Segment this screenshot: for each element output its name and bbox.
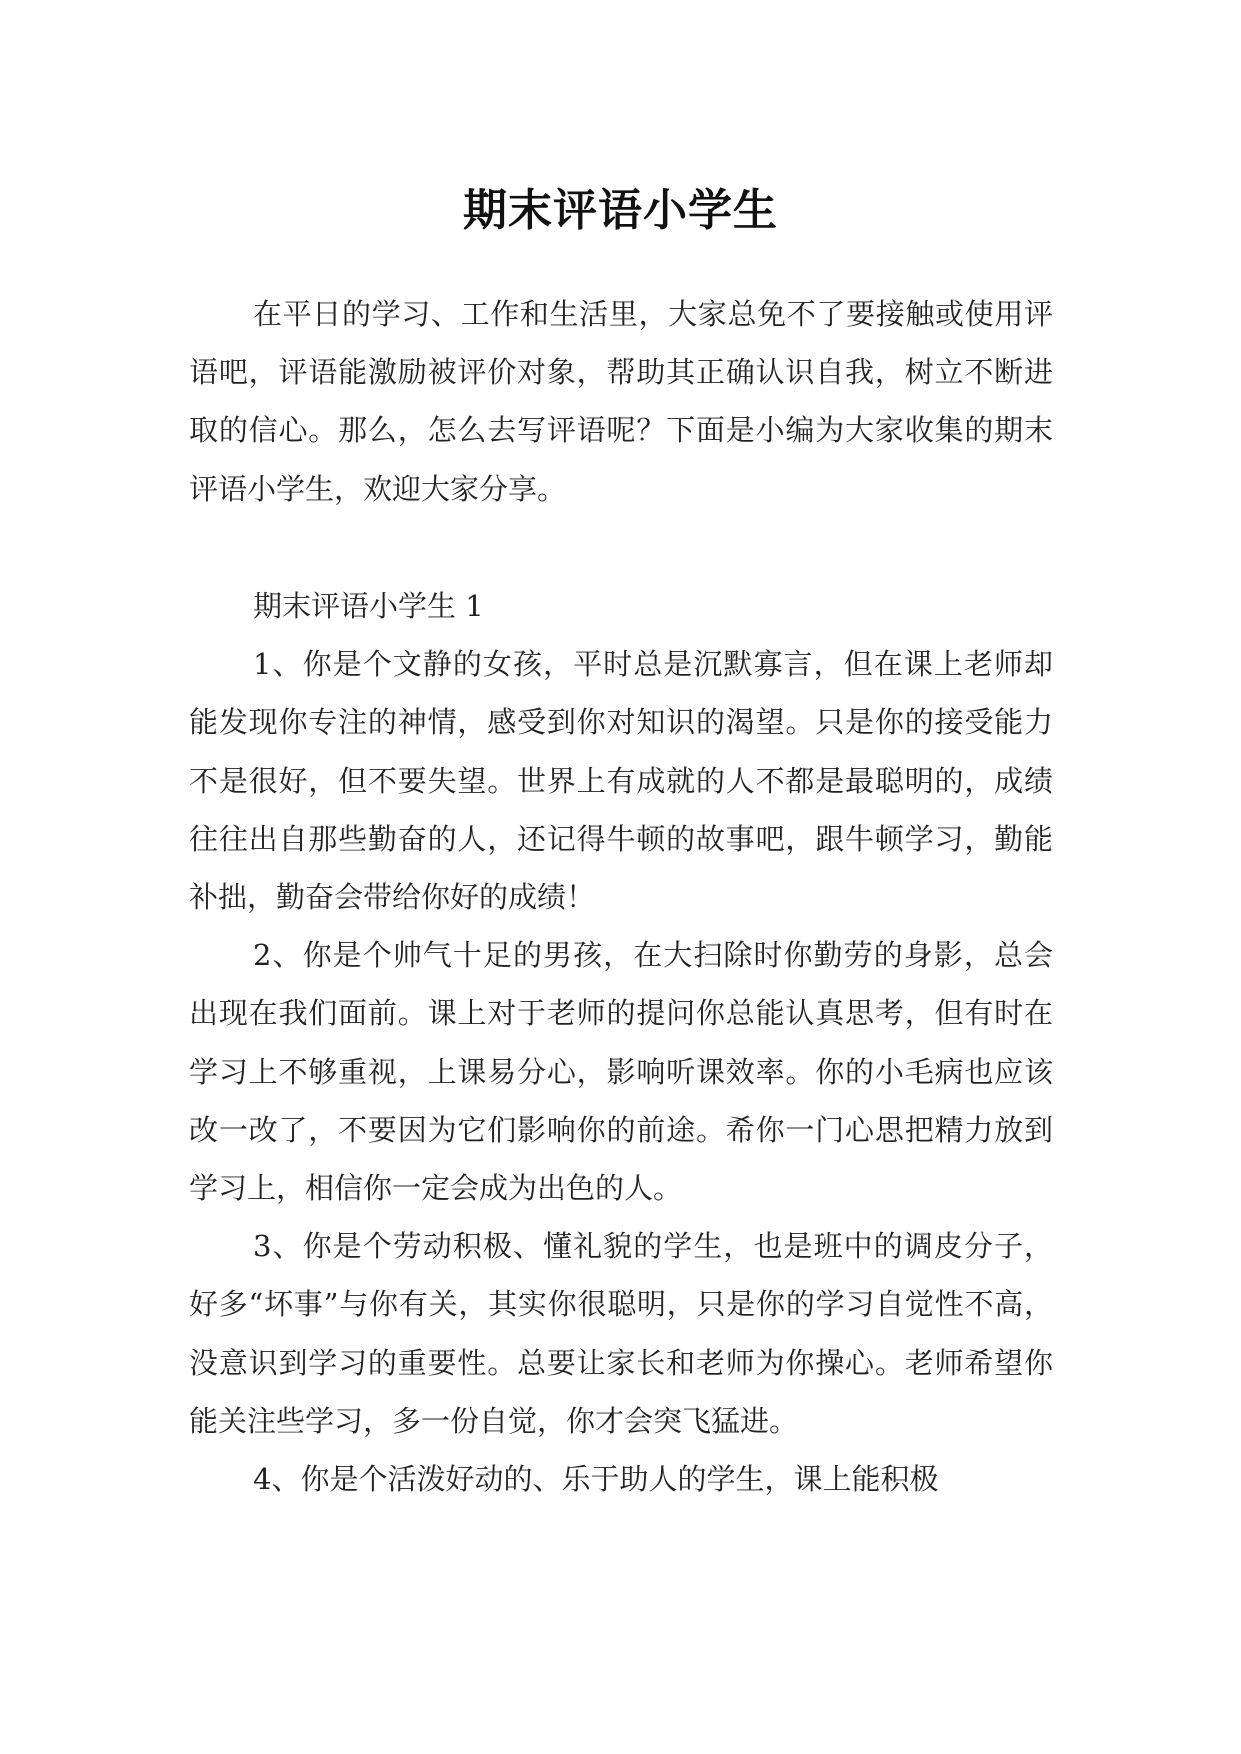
comment-item-3: 3、你是个劳动积极、懂礼貌的学生，也是班中的调皮分子，好多“坏事”与你有关，其实你很聪明，只是你的学习自觉性不高，没意识到学习的重要性。总要让家长和老师为你操心。老师希望你能关注些学习，多一份自觉，你才会突飞猛进。: [189, 1229, 1053, 1438]
section-heading: 期末评语小学生 1: [253, 589, 484, 623]
comment-item-4: 4、你是个活泼好动的、乐于助人的学生，课上能积极: [253, 1462, 939, 1497]
comments-section: [189, 577, 1053, 1508]
comment-item-1: 1、你是个文静的女孩，平时总是沉默寡言，但在课上老师却能发现你专注的神情，感受到你对知识的渴望。只是你的接受能力不是很好，但不要失望。世界上有成就的人不都是最聪明的，成绩往往出自那些勤奋的人，还记得牛顿的故事吧，跟牛顿学习，勤能补拙，勤奋会带给你好的成绩！: [189, 647, 1053, 915]
document-title: 期末评语小学生: [463, 185, 778, 237]
comment-item-2: 2、你是个帅气十足的男孩，在大扫除时你勤劳的身影，总会出现在我们面前。课上对于老师的提问你总能认真思考，但有时在学习上不够重视，上课易分心，影响听课效率。你的小毛病也应该改一改了，不要因为它们影响你的前途。希你一门心思把精力放到学习上，相信你一定会成为出色的人。: [189, 938, 1053, 1206]
intro-block: [189, 285, 1053, 518]
intro-paragraph: 在平日的学习、工作和生活里，大家总免不了要接触或使用评语吧，评语能激励被评价对象，帮助其正确认识自我，树立不断进取的信心。那么，怎么去写评语呢？下面是小编为大家收集的期末评语小学生，欢迎大家分享。: [189, 297, 1053, 506]
